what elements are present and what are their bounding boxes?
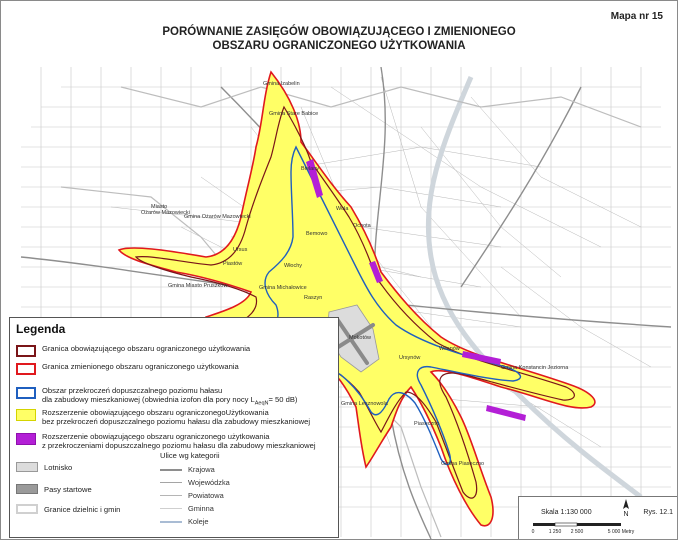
svg-text:Bielany: Bielany xyxy=(301,166,320,172)
svg-text:Ochota: Ochota xyxy=(353,223,371,229)
title-line-2: OBSZARU OGRANICZONEGO UŻYTKOWANIA xyxy=(212,40,466,52)
legend-label: Obszar przekroczeń dopuszczalnego poziomu hałasu dla zabudowy mieszkaniowej (obwiednia izofon dla pory nocy $L_{AeqN}= 50$ dB) xyxy=(42,386,298,407)
road-koleje: Koleje xyxy=(160,517,209,526)
legend-label: Granica zmienionego obszaru ograniczonego użytkowania xyxy=(42,362,239,371)
svg-text:Gmina Konstancin Jeziorna: Gmina Konstancin Jeziorna xyxy=(501,365,569,371)
svg-text:Gmina Lesznowola: Gmina Lesznowola xyxy=(341,401,388,407)
svg-text:Ursynów: Ursynów xyxy=(399,355,421,361)
district-swatch xyxy=(16,504,38,514)
existing-boundary-swatch xyxy=(16,345,36,357)
legend-item-new-boundary xyxy=(16,362,239,375)
legend-item-existing-boundary xyxy=(16,344,250,357)
road-line-icon xyxy=(160,469,182,471)
new-boundary-swatch xyxy=(16,363,36,375)
title-line-1: PORÓWNANIE ZASIĘGÓW OBOWIĄZUJĄCEGO I ZMIENIONEGO xyxy=(162,26,516,38)
svg-text:Gmina Ożarów Mazowiecki: Gmina Ożarów Mazowiecki xyxy=(184,214,251,220)
runway-swatch xyxy=(16,484,38,494)
svg-text:Ożarów Mazowiecki: Ożarów Mazowiecki xyxy=(141,210,190,216)
svg-text:Gmina Izabelin: Gmina Izabelin xyxy=(263,81,300,87)
svg-text:Ursus: Ursus xyxy=(233,247,248,253)
road-wojewodzka: Wojewódzka xyxy=(160,478,230,487)
svg-text:Gmina Piaseczno: Gmina Piaseczno xyxy=(441,461,485,467)
svg-text:5 000 Metry: 5 000 Metry xyxy=(607,529,635,535)
legend-label: Rozszerzenie obowiązującego obszaru ograniczonego użytkowania z przekroczeniami dopuszczalnego poziomu hałasu dla zabudowy mieszkaniowej xyxy=(42,432,316,450)
svg-text:Gmina Michałowice: Gmina Michałowice xyxy=(259,285,307,291)
svg-text:Bemowo: Bemowo xyxy=(306,231,328,237)
roads-heading: Ulice wg kategorii xyxy=(160,451,220,460)
legend-panel xyxy=(9,317,339,538)
legend-label: Granica obowiązującego obszaru ograniczonego użytkowania xyxy=(42,344,251,353)
legend-title: Legenda xyxy=(16,322,66,336)
noise-area-swatch xyxy=(16,387,36,399)
railway-line-icon xyxy=(160,521,182,523)
legend-item-airport: Lotnisko xyxy=(16,462,72,472)
svg-text:Gmina Stare Babice: Gmina Stare Babice xyxy=(269,111,319,117)
svg-text:2 500: 2 500 xyxy=(570,529,584,535)
extension-noise-swatch xyxy=(16,433,36,445)
figure-number: Rys. 12.1 xyxy=(643,509,673,516)
road-gminna: Gminna xyxy=(160,504,214,513)
scale-box xyxy=(518,496,678,540)
svg-text:Mokotów: Mokotów xyxy=(349,335,372,341)
airport-swatch xyxy=(16,462,38,472)
svg-text:Wilanów: Wilanów xyxy=(439,346,460,352)
road-powiatowa: Powiatowa xyxy=(160,491,224,500)
road-krajowa: Krajowa xyxy=(160,465,215,474)
scale-label: Skala 1:130 000 xyxy=(541,509,592,516)
svg-text:1 250: 1 250 xyxy=(548,529,562,535)
map-number: Mapa nr 15 xyxy=(610,11,663,22)
svg-text:Piaseczno: Piaseczno xyxy=(414,421,440,427)
svg-text:0: 0 xyxy=(531,529,535,535)
road-line-icon xyxy=(160,508,182,509)
north-label: N xyxy=(623,511,629,518)
scale-bar xyxy=(527,521,637,537)
legend-label: Rozszerzenie obowiązującego obszaru ograniczonegoUżytkowania bez przekroczeń dopuszczalnego poziomu hałasu dla zabudowy mieszkaniowej xyxy=(42,408,311,426)
legend-item-extension xyxy=(16,408,310,426)
svg-text:Piastów: Piastów xyxy=(223,261,243,267)
svg-text:Raszyn: Raszyn xyxy=(304,295,323,301)
road-line-icon xyxy=(160,482,182,483)
svg-text:Włochy: Włochy xyxy=(284,263,303,269)
svg-text:Miasto: Miasto xyxy=(151,204,168,210)
road-line-icon xyxy=(160,495,182,496)
svg-text:Wola: Wola xyxy=(336,206,349,212)
legend-item-extension-noise xyxy=(16,432,316,450)
svg-text:Gmina Miasto Pruszków: Gmina Miasto Pruszków xyxy=(168,283,228,289)
extension-swatch xyxy=(16,409,36,421)
legend-item-runways: Pasy startowe xyxy=(16,484,92,494)
legend-item-districts: Granice dzielnic i gmin xyxy=(16,504,120,514)
legend-item-noise-area xyxy=(16,386,297,409)
map-title xyxy=(1,25,677,53)
